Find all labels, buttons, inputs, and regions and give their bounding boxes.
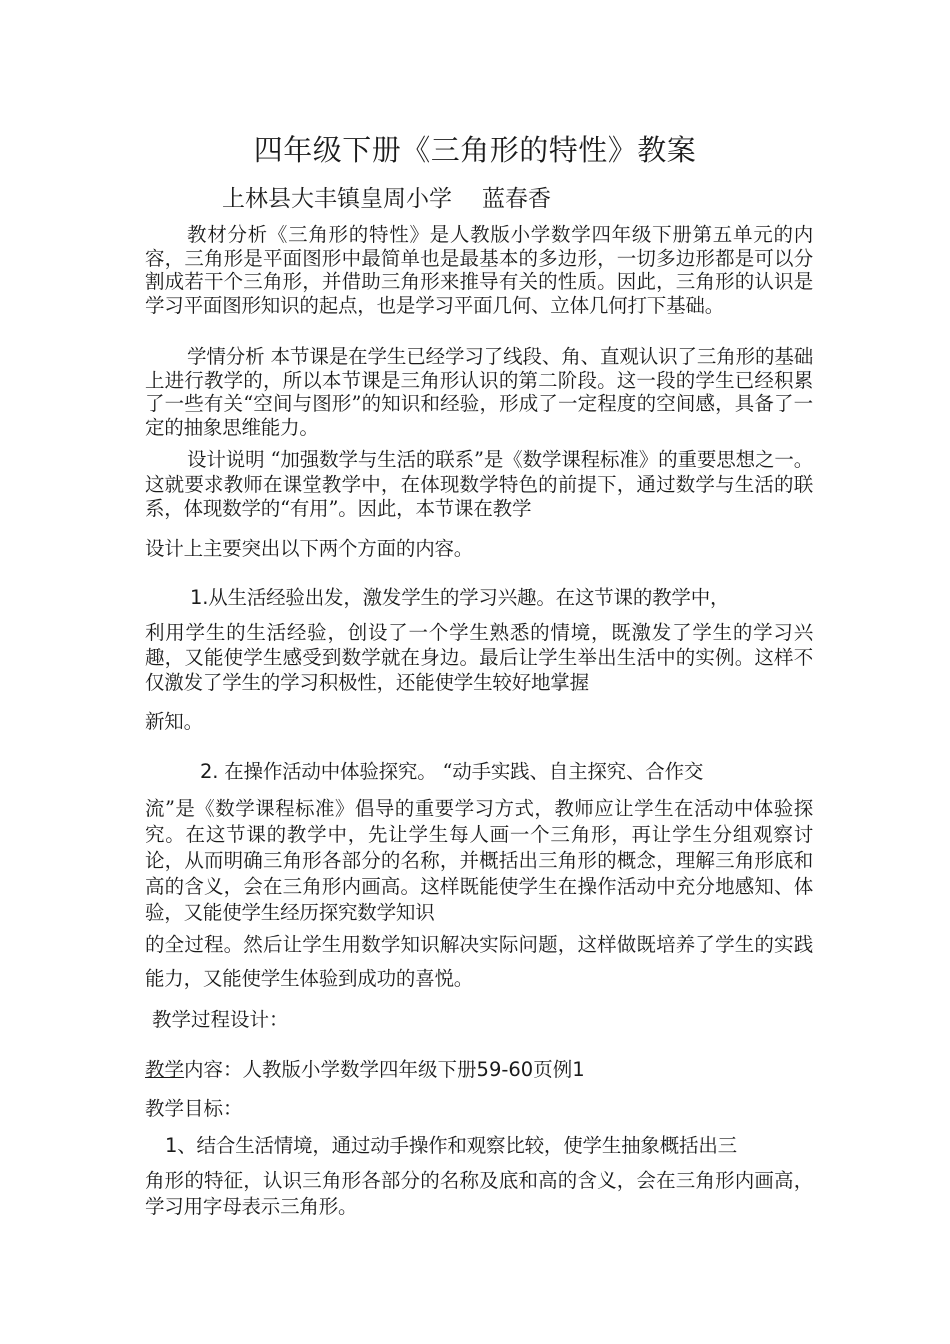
point-two-heading: 在操作活动中体验探究。 “动手实践、自主探究、合作交 (224, 760, 704, 783)
teaching-process-label: 教学过程设计： (152, 1008, 289, 1031)
point-one-heading: 从生活经验出发，激发学生的学习兴趣。在这节课的教学中， (208, 586, 730, 609)
teaching-content-pages: 59-60 (476, 1058, 534, 1081)
school-name: 上林县大丰镇皇周小学 (222, 186, 452, 212)
goal-one-heading: 、结合生活情境，通过动手操作和观察比较，使学生抽象概括出三 (177, 1134, 737, 1157)
teaching-content-line (145, 1054, 585, 1086)
point-one-first-line (145, 583, 813, 613)
goal-one-body: 角形的特征，认识三角形各部分的名称及底和高的含义，会在三角形内画高，学习用字母表示三角形。 (145, 1169, 813, 1218)
author-name: 蓝春香 (482, 186, 551, 212)
point-one-body: 利用学生的生活经验，创设了一个学生熟悉的情境，既激发了学生的学习兴趣，又能使学生感受到数学就在身边。最后让学生举出生活中的实例。这样不仅激发了学生的学习积极性，还能使学生较好地掌握 (145, 621, 813, 694)
paragraph-student-analysis: 学情分析 本节课是在学生已经学习了线段、角、直观认识了三角形的基础上进行教学的，所以本节课是三角形认识的第二阶段。这一段的学生已经积累了一些有关“空间与图形”的知识和经验，形成了一定程度的空间感，具备了一定的抽象思维能力。 (145, 345, 813, 439)
author-byline (222, 181, 551, 217)
goal-one-first-line (145, 1130, 813, 1162)
teaching-content-underlined: 教学 (145, 1058, 185, 1081)
point-one-number: 1. (190, 586, 209, 609)
goal-one-number: 1 (165, 1134, 178, 1157)
paragraph-design-notes: 设计说明 “加强数学与生活的联系”是《数学课程标准》的重要思想之一。这就要求教师在课堂教学中，在体现数学特色的前提下，通过数学与生活的联系，体现数学的“有用”。因此，本节课在教学 (145, 448, 813, 520)
point-two-number: 2. (200, 760, 219, 783)
point-two-body: 流”是《数学课程标准》倡导的重要学习方式，教师应让学生在活动中体验探究。在这节课的教学中，先让学生每人画一个三角形，再让学生分组观察讨论，从而明确三角形各部分的名称，并概括出三角形的概念，理解三角形底和高的含义，会在三角形内画高。这样既能使学生在操作活动中充分地感知、体验，又能使学生经历探究数学知识 (145, 797, 813, 924)
document-title: 四年级下册《三角形的特性》教案 (253, 133, 697, 167)
point-one-end: 新知。 (145, 710, 203, 733)
point-two-first-line (145, 756, 813, 788)
paragraph-textbook-analysis: 教材分析《三角形的特性》是人教版小学数学四年级下册第五单元的内容，三角形是平面图形中最简单也是最基本的多边形，一切多边形都是可以分割成若干个三角形，并借助三角形来推导有关的性质。因此，三角形的认识是学习平面图形知识的起点，也是学习平面几何、立体几何打下基础。 (145, 223, 813, 317)
teaching-content-suffix: 页例 (533, 1058, 573, 1081)
point-two-end: 的全过程。然后让学生用数学知识解决实际问题，这样做既培养了学生的实践能力，又能使学生体验到成功的喜悦。 (145, 933, 813, 990)
teaching-content-text: 内容：人教版小学数学四年级下册 (184, 1058, 477, 1081)
teaching-content-example: 1 (572, 1058, 585, 1081)
paragraph-design-notes-end: 设计上主要突出以下两个方面的内容。 (145, 537, 474, 560)
teaching-goals-label: 教学目标： (145, 1097, 243, 1120)
